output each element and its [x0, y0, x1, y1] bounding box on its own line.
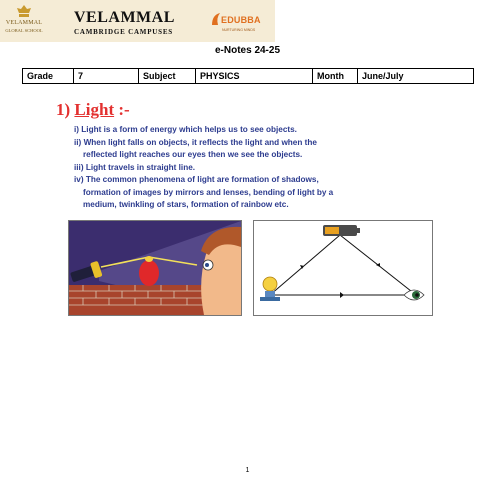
reflection-diagram-image	[254, 221, 432, 315]
point-continuation: medium, twinkling of stars, formation of rainbow etc.	[83, 200, 289, 209]
point-item	[74, 162, 474, 175]
grade-label: Grade	[23, 69, 74, 84]
crest-icon	[16, 4, 32, 18]
edubba-logo-tagline: NURTURING MINDS	[222, 28, 256, 32]
edubba-logo-text: EDUBBA	[221, 15, 261, 25]
point-marker: ii)	[74, 137, 82, 147]
velammal-logo	[4, 4, 44, 42]
subject-value: PHYSICS	[196, 69, 313, 84]
points-list	[74, 124, 474, 212]
point-item	[74, 124, 474, 137]
subject-label: Subject	[139, 69, 196, 84]
month-value: June/July	[358, 69, 474, 84]
grade-value: 7	[74, 69, 139, 84]
edubba-logo	[210, 12, 270, 42]
flashlight-illustration	[68, 220, 242, 316]
point-text: Light travels in straight line.	[85, 162, 196, 172]
point-marker: iv)	[74, 175, 84, 184]
brand-title: VELAMMAL	[74, 9, 175, 26]
point-continuation: reflected light reaches our eyes then we see the objects.	[83, 150, 303, 159]
page-title: e-Notes 24-25	[214, 45, 281, 56]
section-suffix: :-	[118, 100, 130, 119]
section-number: 1)	[56, 100, 71, 119]
brand-subtitle: CAMBRIDGE CAMPUSES	[74, 28, 173, 36]
flashlight-scene-image	[69, 221, 241, 315]
point-text: When light falls on objects, it reflects the light and when the	[83, 137, 317, 147]
point-item	[74, 174, 474, 187]
point-text: Light is a form of energy which helps us to see objects.	[81, 125, 297, 134]
point-item	[74, 137, 474, 150]
point-continuation: formation of images by mirrors and lenses, bending of light by a	[83, 187, 334, 197]
velammal-logo-subtext: GLOBAL SCHOOL	[5, 28, 43, 33]
page-number: 1	[245, 467, 250, 474]
info-table	[22, 68, 474, 84]
reflection-diagram	[253, 220, 433, 316]
point-marker: iii)	[74, 162, 84, 172]
velammal-logo-text: VELAMMAL	[5, 20, 43, 26]
point-marker: i)	[74, 125, 80, 134]
section-title: Light	[74, 100, 115, 119]
month-label: Month	[313, 69, 358, 84]
header-banner	[0, 0, 275, 42]
info-row	[23, 69, 474, 84]
point-text: The common phenomena of light are formation of shadows,	[85, 175, 319, 184]
section-heading	[56, 100, 130, 120]
